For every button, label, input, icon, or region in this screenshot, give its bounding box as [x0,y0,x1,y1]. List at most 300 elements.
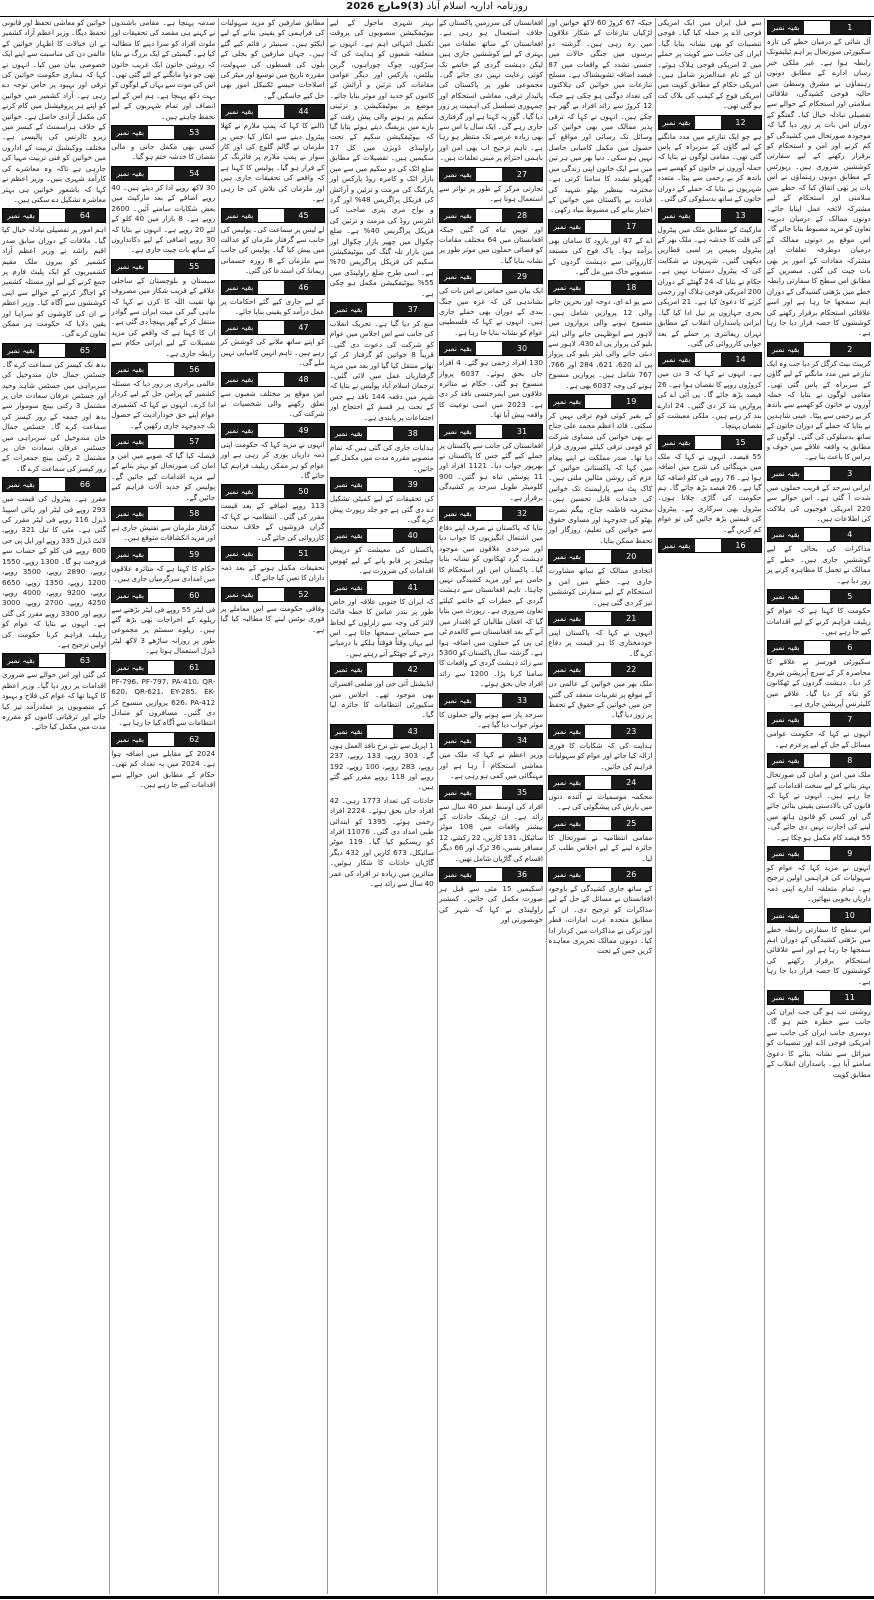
continuation-label: بقیہ نمبر [222,373,258,386]
continuation-label: بقیہ نمبر [440,168,476,181]
header-blank [695,116,721,129]
continuation-number: 18 [611,281,651,294]
continuation-label: بقیہ نمبر [768,909,804,922]
news-section [767,753,871,843]
continuation-label: بقیہ نمبر [3,654,39,667]
continuation-number: 2 [830,343,870,356]
news-section [439,424,543,503]
header-blank [367,303,393,316]
news-section [548,394,652,546]
continuation-number: 32 [502,507,542,520]
continuation-header [548,724,652,739]
header-blank [585,868,611,881]
continuation-number: 33 [502,694,542,707]
article-text: کے لیے جاری کیے گئے احکامات پر عمل درآمد کو یقینی بنایا جائے۔ [220,296,325,316]
continuation-header [330,302,434,317]
news-section [548,867,652,957]
continuation-number: 16 [721,539,761,552]
continuation-number: 11 [830,991,870,1004]
article-text: سرحد پار سے ہونے والے حملوں کا موثر جواب دیا گیا ہے۔ [439,709,543,729]
header-blank [476,209,502,222]
header-blank [148,548,174,561]
header-blank [258,281,284,294]
continuation-number: 56 [174,363,214,376]
continuation-header [221,587,325,602]
continuation-label: بقیہ نمبر [222,588,258,601]
continuation-number: 37 [393,303,433,316]
header-blank [148,363,174,376]
continuation-number: 45 [284,209,324,222]
news-section [439,18,543,164]
continuation-number: 13 [721,209,761,222]
article-text: کہ ایران کا جنوبی علاقہ اور خاص طور پر بندر عباس کا خطہ فالٹ لائنز کی وجہ سے زلزلوں کے لحاظ سے حساس سمجھا جاتا ہے۔ اس لیے یہاں وقتاً فوقتاً ہلکے یا درمیانے درجے کے جھٹکے آتے رہتے ہیں۔ [329,596,434,658]
news-section [111,506,215,544]
column-separator [655,18,656,1594]
continuation-label: بقیہ نمبر [768,590,804,603]
column-3 [219,18,327,1596]
continuation-label: بقیہ نمبر [112,589,148,602]
column-6 [546,18,654,1596]
continuation-header [767,846,871,861]
continuation-label: بقیہ نمبر [331,529,367,542]
article-text: انہوں نے کہا کہ پاکستان اپنی خودمختاری کا ہر قیمت پر دفاع کرے گا۔ [548,627,653,658]
continuation-header [767,527,871,542]
continuation-label: بقیہ نمبر [331,663,367,676]
news-section [2,477,106,650]
header-blank [39,654,65,667]
continuation-label: بقیہ نمبر [549,550,585,563]
header-blank [804,590,830,603]
news-section [767,846,871,905]
continuation-label: بقیہ نمبر [768,21,804,34]
news-section [221,372,325,420]
continuation-number: 1 [830,21,870,34]
header-blank [148,661,174,674]
header-blank [258,424,284,437]
continuation-number: 35 [502,786,542,799]
continuation-label: بقیہ نمبر [440,694,476,707]
news-section [111,588,215,657]
header-blank [148,260,174,273]
continuation-label: بقیہ نمبر [331,303,367,316]
article-text: افراد کی اوسط عمر 40 سال سے زائد ہے۔ ان ٹریفک حادثات کے بیشتر واقعات میں 108 موٹر سائیکل، 131 کاریں، 22 رکشے، 12 مسافر بسیں، 36 ٹرک اور 66 دیگر اقسام کی گاڑیاں شامل تھیں۔ [439,801,544,863]
continuation-header [221,423,325,438]
continuation-label: بقیہ نمبر [112,260,148,273]
continuation-number: 54 [174,167,214,180]
continuation-label: بقیہ نمبر [112,167,148,180]
continuation-number: 23 [611,725,651,738]
continuation-number: 21 [611,612,651,625]
continuation-number: 48 [284,373,324,386]
news-section [330,796,434,890]
header-blank [804,909,830,922]
continuation-label: بقیہ نمبر [659,209,695,222]
article-text: صدمہ پہنچا ہے۔ مقامی باشندوں نے کہنے ہی مقصد کی تحقیقات اور ملوث افراد کو سزا دینے کا مطالبہ کیا ہے۔ گیمبٹی کے ایک بزرگ نے بتایا کہ روشن خاتون ایک غریب خاتون تھی جو دوا مانگنے کے لئے گئی تھی۔ اس کی موت سے یہاں کے لوگوں کو بہت دکھ پہنچا ہے۔ ہم اس کے لیے انصاف اور تمام شہریوں کے لیے تحفظ چاہتے ہیں۔ [111,18,216,121]
continuation-label: بقیہ نمبر [440,868,476,881]
article-text: گرفتار ملزمان سے تفتیش جاری ہے اور مزید انکشافات متوقع ہیں۔ [111,523,216,543]
continuation-header [111,259,215,274]
header-blank [585,550,611,563]
header-blank [258,373,284,386]
continuation-number: 27 [502,168,542,181]
article-text: ہے۔ انہوں نے کہا کہ 3 دن میں کروڑوں روپے کا نقصان ہوا ہے۔ 26 فیصد بڑھ جائے گا۔ پی آئی اے کی پروازیں بند کر دی گئیں۔ 24 ادارے بند کر رہے ہیں۔ ملکی معیشت کو نقصان پہنچا۔ [657,369,762,431]
header-blank [585,725,611,738]
header-blank [148,733,174,746]
continuation-header [767,640,871,655]
header-blank [695,436,721,449]
continuation-header [439,867,543,882]
header-blank [148,589,174,602]
continuation-header [2,653,106,668]
continuation-header [111,732,215,747]
column-separator [109,18,110,1594]
continuation-number: 28 [502,209,542,222]
continuation-number: 63 [65,654,105,667]
continuation-header [221,372,325,387]
continuation-header [439,269,543,284]
continuation-label: بقیہ نمبر [659,436,695,449]
article-text: مقامی انتظامیہ نے صورتحال کا جائزہ لینے کے لیے اجلاس طلب کر لیا۔ [548,832,653,863]
continuation-header [221,104,325,119]
news-section [767,908,871,987]
masthead-title: روزنامہ اداریہ اسلام آباد [426,1,528,12]
header-blank [476,734,502,747]
continuation-number: 36 [502,868,542,881]
continuation-label: بقیہ نمبر [3,478,39,491]
continuation-label: بقیہ نمبر [222,485,258,498]
article-text: فی لیٹر 55 روپے فی لیٹر بڑھنے سے ریلوے کے اخراجات بھی بڑھ گئے ہیں۔ ریلوے سسٹم پر مجموعی طور پر روزانہ ساڑھے 3 لاکھ لیٹر ڈیزل استعمال ہوتا ہے۔ [111,604,216,656]
continuation-header [111,434,215,449]
news-section [111,362,215,431]
header-blank [367,663,393,676]
news-section [221,320,325,368]
continuation-header [2,477,106,492]
news-section [548,219,652,278]
continuation-label: بقیہ نمبر [440,734,476,747]
news-section [2,343,106,474]
article-text: فیصلہ کیا گیا کہ صوبے میں امن و امان کی صورتحال کو بہتر بنانے کے لیے مزید اقدامات کیے جائیں گے۔ پولیس کو جدید آلات فراہم کیے جائیں گے۔ [111,451,216,502]
header-blank [367,478,393,491]
news-section [767,990,871,1080]
column-separator [437,18,438,1594]
article-text: 130 افراد زخمی ہو گئے۔ 4 افراد جاں بحق ہوئے۔ 6037 پرواز منسوخ ہو گئی۔ حکام نے متاثرہ علاقوں میں ایمرجنسی نافذ کر دی ہے۔ 2023 میں اسی نوعیت کا واقعہ پیش آیا تھا۔ [439,358,544,420]
masthead-date: (3)9مارچ 2026 [346,1,424,12]
header-blank [476,425,502,438]
header-blank [804,641,830,654]
header-blank [585,817,611,830]
header-blank [804,754,830,767]
continuation-header [548,775,652,790]
continuation-header [767,712,871,727]
continuation-number: 8 [830,754,870,767]
continuation-header [767,990,871,1005]
article-text: 30 لاکھ روپے ادا کر دیئے ہیں۔ 40 روپے اضافے کے بعد مارکیٹ میں بعض شکایات سامنے آئیں۔ 2600 روپے ہے۔ 8 بازار میں 40 کلو کے لئے 20 روپے ہے۔ انہوں نے بتایا کہ 30 روپے اضافی کے لیے دکانداروں کے ساتھ بات چیت جاری ہے۔ [111,182,216,255]
news-section [330,662,434,721]
continuation-number: 47 [284,321,324,334]
continuation-number: 6 [830,641,870,654]
continuation-header [548,394,652,409]
header-blank [39,344,65,357]
article-text: حادثات کی تعداد 1773 رہی۔ 42 افراد جاں بحق ہوئے۔ 2224 افراد زخمی ہوئے۔ 1395 کو ابتدائی طبی امداد دی گئی۔ 11076 افراد کو ریسکیو کیا گیا۔ 119 موٹر سائیکل، 673 کاریں اور 432 دیگر گاڑیاں حادثات کا شکار ہوئیں۔ متاثرین میں زیادہ تر افراد کی عمر 40 سال سے زائد ہے۔ [329,795,434,889]
news-section [2,18,106,205]
continuation-number: 17 [611,220,651,233]
article-text: کے بغیر کوئی قوم ترقی نہیں کر سکتی۔ قائد اعظم محمد علی جناح نے بھی خواتین کی مساوی شرکت کو قومی ترقی کیلئے ضروری قرار دیا تھا۔ صدر مملکت نے اپنے پیغام میں کہا کہ پاکستانی خواتین کے عزم کی روشن مثالیں ملتی ہیں۔ کاک پٹ سے پارلیمنٹ تک خواتین کی خدمات قابل تحسین ہیں۔ محترمہ فاطمہ جناح، بیگم نصرت بھٹو کی جدوجہد اور مساوی حقوق سے خواتین کی تعلیم، روزگار اور تحفظ ممکن بنایا۔ [548,411,653,545]
continuation-label: بقیہ نمبر [112,363,148,376]
continuation-header [2,343,106,358]
continuation-header [221,546,325,561]
continuation-header [439,341,543,356]
continuation-number: 49 [284,424,324,437]
news-section [767,20,871,339]
article-text: کی تحقیقات کے لیے کمیٹی تشکیل دے دی گئی ہے جو جلد رپورٹ پیش کرے گی۔ [329,494,434,525]
news-section [548,724,652,772]
news-section [548,816,652,864]
continuation-header [439,424,543,439]
continuation-label: بقیہ نمبر [112,507,148,520]
header-blank [148,435,174,448]
header-blank [804,343,830,356]
news-section [548,775,652,813]
header-blank [258,105,284,118]
continuation-label: بقیہ نمبر [768,467,804,480]
header-blank [476,270,502,283]
header-blank [804,847,830,860]
article-text: 55 فیصد۔ انہوں نے کہا کہ ملک میں مہنگائی کی شرح میں اضافہ ہوا ہے۔ 76 روپے فی کلو اضافہ کیا گیا ہے۔ 26 فیصد بڑھ جائے گا۔ ہم حکومت کی گاڑی چلاتا ہوں۔ بیٹرول بھی سرکاری ہے۔ پیٹرول کی قیمتیں بڑھ جائیں گی تو عوام کم کریں گے۔ [657,451,762,534]
news-section [111,660,215,729]
news-section [658,18,762,112]
news-section [111,18,215,122]
header-blank [148,126,174,139]
header-blank [695,209,721,222]
continuation-label: بقیہ نمبر [768,991,804,1004]
news-section [111,125,215,163]
article-text: ایڈیشنل آئی جی اور ضلعی افسران بھی موجود تھے۔ اجلاس میں سکیورٹی انتظامات کا جائزہ لیا گیا۔ [329,679,434,720]
news-section [767,589,871,637]
continuation-header [548,280,652,295]
article-text: بدھ تک کیسز کی سماعت کرے گا۔ جسٹس جمال خان مندوخیل کی سربراہی میں جسٹس شاہد وحید اور جسٹس عرفان سعادت خان پر مشتمل 3 رکنی بینچ سوموار سے بدھ اور جمعہ کے روز کیسز کی سماعت کرے گا۔ جسٹس جمال خان مندوخیل کی سربراہی میں جسٹس عرفان سعادت خان پر مشتمل 2 رکنی بینچ جمعرات کے روز کیسز کی سماعت کرے گا۔ [2,359,106,473]
header-blank [367,581,393,594]
continuation-header [658,538,762,553]
header-blank [39,478,65,491]
continuation-number: 66 [65,478,105,491]
article-text: آل شائی کے درمیان خطے کی تازہ سکیورٹی صورتحال پر اہم ٹیلیفونک رابطہ ہوا ہے۔ غیر ملکی خبر رساں ادارے کے مطابق دونوں رہنماؤں نے مشرق وسطیٰ میں حالیہ فوجی کشیدگی، علاقائی سلامتی اور استحکام کے حوالے سے تفصیلی تبادلہ خیال کیا۔ گفتگو کے دوران اس بات پر زور دیا گیا کہ موجودہ صورتحال میں کشیدگی کو کم کرنے اور امن و استحکام کو برقرار رکھنے کے لیے سفارتی کوششیں ضروری ہیں۔ رپورٹس کے مطابق دونوں رہنماؤں نے اس بات پر بھی اتفاق کیا کہ خطے میں سلامتی اور استحکام کے لیے مشترکہ لائحہ عمل اپنایا جائے۔ دونوں ممالک کے درمیان دیرینہ تعاون کو مزید مضبوط بنایا جائے گا۔ اس موقع پر دونوں ممالک کے درمیان دوطرفہ تعلقات اور مشترکہ مفادات کے امور پر بھی بات چیت کی گئی۔ مبصرین کے مطابق اس سطح کا سفارتی رابطہ خطے میں بڑھتی کشیدگی کے دوران اہم سمجھا جا رہا ہے اور اسے علاقائی استحکام برقرار رکھنے کی کوششوں کا حصہ قرار دیا جا رہا ہے۔ [766,37,871,338]
continuation-label: بقیہ نمبر [331,427,367,440]
article-text: تجارتی مرکز کے طور پر تواتر سے استعمال ہوتا ہے۔ [439,183,543,204]
continuation-label: بقیہ نمبر [112,126,148,139]
news-section [111,434,215,503]
continuation-number: 53 [174,126,214,139]
header-blank [476,786,502,799]
news-section [658,115,762,205]
continuation-header [111,547,215,562]
news-section [221,208,325,277]
continuation-header [111,506,215,521]
news-section [330,426,434,474]
continuation-header [767,908,871,923]
continuation-number: 20 [611,550,651,563]
continuation-header [658,435,762,450]
continuation-number: 61 [174,661,214,674]
continuation-number: 25 [611,817,651,830]
continuation-number: 24 [611,776,651,789]
article-text: اس موقع پر مختلف شعبوں سے تعلق رکھنے والی شخصیات نے شرکت کی۔ [220,388,325,419]
continuation-header [548,219,652,234]
news-section [548,549,652,608]
continuation-label: بقیہ نمبر [768,754,804,767]
continuation-label: بقیہ نمبر [112,435,148,448]
continuation-label: بقیہ نمبر [222,281,258,294]
header-blank [148,507,174,520]
continuation-number: 29 [502,270,542,283]
continuation-header [111,166,215,181]
article-text: بتایا کہ پاکستان نے صرف اپنے دفاع میں اشتعال انگیزیوں کا جواب دیا اور سرحدی علاقوں میں موجود دہشت گرد ٹھکانوں کو نشانہ بنایا گیا۔ پاکستان امن اور استحکام کا حامی ہے اور مزید کشیدگی نہیں چاہتا۔ تاہم افغانستان سے دہشت گردی کے خطرات کے خاتمے کیلئے تعاون ضروری ہے۔ رپورٹ میں بتایا گیا کہ افغان طالبان کے اقتدار میں آنے کے بعد افغانستان سے کالعدم ٹی ٹی پی کے حملوں میں اضافہ ہوا ہے۔ گزشتہ سال پاکستان کو 5300 سے زائد دہشت گردی کے واقعات کا سامنا کرنا پڑا۔ 1200 سے زائد افراد جاں بحق ہوئے۔ [439,523,544,689]
article-text: تحقیقات مکمل ہونے کے بعد ذمہ داران کا تعین کیا جائے گا۔ [220,563,325,583]
continuation-header [439,785,543,800]
header-blank [585,395,611,408]
article-text: اور توپیں تباہ کی گئیں جبکہ افغانستان میں 64 مختلف مقامات کو فضائی حملوں میں موثر طور پر نشانہ بنایا گیا۔ [439,224,544,265]
continuation-number: 15 [721,436,761,449]
continuation-number: 39 [393,478,433,491]
article-text: ہدایت کی کہ شکایات کا فوری ازالہ کیا جائے اور عوام کو سہولیات فراہم کی جائیں۔ [548,740,653,771]
continuation-header [330,477,434,492]
article-text: عالمی برادری پر زور دیا کہ مسئلہ کشمیر کے پرامن حل کے لیے کردار ادا کرے۔ انہوں نے کہا کہ کشمیری عوام اپنے حق خودارادیت کے حصول تک جدوجہد جاری رکھیں گے۔ [111,378,216,430]
article-text: مذاکرات کی بحالی کے لیے کوششیں جاری ہیں۔ خطے کے ممالک نے تحمل کا مظاہرہ کرنے پر زور دیا ہے۔ [766,544,871,585]
header-blank [258,588,284,601]
news-section [548,280,652,391]
news-section [658,435,762,535]
continuation-number: 60 [174,589,214,602]
article-text: اہم امور پر تفصیلی تبادلہ خیال کیا گیا۔ ملاقات کے دوران سابق صدر اقیم راشد نے وزیر اعظم آزاد کشمیر کو بیرون ملک مقیم کشمیریوں کو ایک پلیٹ فارم پر جمع کرنے کے لیے اور مسئلہ کشمیر کو اجاگر کرنے کے حوالے سے اپنی کوششوں سے آگاہ کیا۔ وزیر اعظم نے ان کی کاوشوں کو سراہا اور یقین دلایا کہ حکومت ہر ممکن تعاون کرے گی۔ [2,225,106,339]
article-text: کی گئی اور اس حوالے سے ضروری اقدامات پر زور دیا گیا۔ وزیر اعظم کا کہنا تھا کہ عوام کی فلاح و بہبود کے منصوبوں پر عملدرآمد تیز کیا جائے اور ترقیاتی کاموں کو مقررہ مدت میں مکمل کیا جائے۔ [2,670,106,732]
news-section [221,18,325,101]
continuation-header [111,588,215,603]
continuation-number: 26 [611,868,651,881]
continuation-label: بقیہ نمبر [768,713,804,726]
news-section [330,18,434,299]
continuation-header [767,466,871,481]
column-4 [328,18,436,1596]
article-text: ڈالنے کا کہا کہ پمپ ملازم نے کھلا پیٹرول دینے سے انکار کیا جس پر ملزمان نے گالم گلوچ کی اور کار سوار نے پمپ ملازم پر فائرنگ کر کے فرار ہو گیا۔ پولیس کا کہنا ہے کہ واقعے کی تحقیقات جاری ہیں اور ملزمان کی تلاش کی جا رہی ہے۔ [220,121,325,204]
continuation-header [658,208,762,223]
news-section [111,166,215,256]
continuation-label: بقیہ نمبر [3,209,39,222]
header-blank [367,725,393,738]
continuation-label: بقیہ نمبر [549,868,585,881]
news-section [2,208,106,339]
continuation-label: بقیہ نمبر [112,548,148,561]
header-blank [695,539,721,552]
header-blank [804,21,830,34]
column-separator [218,18,219,1594]
column-separator [764,18,765,1594]
continuation-header [221,280,325,295]
continuation-label: بقیہ نمبر [112,661,148,674]
news-section [111,259,215,359]
continuation-label: بقیہ نمبر [659,116,695,129]
continuation-label: بقیہ نمبر [222,424,258,437]
news-section [111,547,215,585]
article-text: بہتر شہری ماحول کے لیے بیوٹیفکیشن منصوبوں کی بروقت تکمیل انتہائی اہم ہے۔ انہوں نے متعلقہ شعبوں کو ہدایت کی کہ سڑکوں، چوک چوراہوں، گرین بیلٹس، پارکس اور دیگر عوامی مقامات کی تزئین و آرائش کے کاموں کو جدید اور موثر بنایا جائے۔ موضع پر بیوٹیفکیشن و تزئینی سکیم پر ہونے والی پیش رفت کے بارے میں بریفنگ دیتے ہوئے بتایا گیا کہ بیوٹیفکیشن سکیم کے تحت راولپنڈی ڈویژن میں کل 17 سکیمیں ہیں۔ تفصیلات کے مطابق ضلع اٹک کی دو سکیم میں سے مین بازار اٹک و کامرہ روڈ پارکس اور پارکنگ کی مرمت و تزئین و آرائش کی فزیکل پراگریس 48% اور گرد و نواح مری پتری صاحب کی انٹرنس روڈ کی مرمت و تزئین کی فزیکل پراگریس 40% ہے۔ ضلع چکوال میں چھپر بازار چکوال اور مین بازار تلہ گنگ کی بیوٹیفکیشن سکیم کی فزیکل پراگریس 70% ہے۔ اسی طرح ضلع راولپنڈی میں 55% بیوٹیفکیشن مکمل ہو چکی ہے۔ [329,18,434,298]
continuation-label: بقیہ نمبر [112,733,148,746]
continuation-label: بقیہ نمبر [440,270,476,283]
continuation-number: 40 [393,529,433,542]
continuation-header [548,549,652,564]
header-blank [476,507,502,520]
article-text: کے ساتھ جاری کشیدگی کے باوجود افغانستان نے مسائل کے حل کے لیے مذاکرات کو ترجیح دی۔ ان کے مطابق متحدہ عرب امارات، قطر اور ترکی نے مذاکرات میں کردار ادا کیا۔ دونوں ممالک تحریری معاہدہ کریں جس کے تحت [548,884,653,956]
header-blank [585,776,611,789]
continuation-label: بقیہ نمبر [659,539,695,552]
continuation-header [548,867,652,882]
continuation-label: بقیہ نمبر [768,641,804,654]
continuation-header [658,352,762,367]
continuation-number: 58 [174,507,214,520]
continuation-header [767,589,871,604]
column-8 [765,18,873,1596]
continuation-header [658,115,762,130]
continuation-label: بقیہ نمبر [222,547,258,560]
continuation-number: 4 [830,528,870,541]
column-separator [546,18,547,1594]
continuation-label: بقیہ نمبر [222,105,258,118]
news-section [439,341,543,420]
news-section [439,208,543,267]
article-text: سکیورٹی فورسز نے علاقے کا محاصرہ کر کے سرچ آپریشن شروع کر دیا۔ دہشت گردوں کے ٹھکانوں کو تباہ کر دیا گیا۔ علاقے میں کلیئرنس آپریشن جاری ہے۔ [766,657,871,708]
header-blank [585,220,611,233]
article-text: وزیر اعظم نے کہا کہ ملک میں معاشی استحکام آ رہا ہے اور مہنگائی میں کمی ہو رہی ہے۔ [439,750,543,781]
continuation-label: بقیہ نمبر [331,725,367,738]
continuation-number: 22 [611,663,651,676]
continuation-number: 30 [502,342,542,355]
continuation-label: بقیہ نمبر [222,321,258,334]
continuation-header [548,611,652,626]
masthead [0,0,874,17]
continuation-number: 19 [611,395,651,408]
continuation-header [111,660,215,675]
header-blank [258,485,284,498]
continuation-header [111,362,215,377]
continuation-header [439,733,543,748]
continuation-header [221,320,325,335]
header-blank [476,868,502,881]
article-text: جبکہ 67 کروڑ 60 لاکھ خواتین اور لڑکیاں تنازعات کے شکار علاقوں میں رہ رہی ہیں۔ گزشتہ دو برسوں میں جنگی حالات میں جنسی تشدد کے واقعات میں 87 فیصد اضافہ تشویشناک ہے۔ مسلح تنازعات میں خواتین کی ہلاکتوں کی تعداد دوگنی ہو چکی ہے جبکہ 12 کروڑ سے زائد افراد بے گھر ہو چکے ہیں۔ انہوں نے کہا کہ ترقی پذیر ممالک میں بھی خواتین کی وسائل تک رسائی اور مواقع کے حصول میں مکمل کامیابی حاصل نہیں ہو سکی۔ دنیا بھر میں ہر تین میں سے ایک خاتون اپنی زندگی میں گھریلو تشدد کا سامنا کرتی ہے۔ محترمہ بینظیر بھٹو شہید کی قیادت نے پاکستان میں خواتین کے اختیار بنانے کی مضبوط بنیاد رکھی۔ [548,18,653,215]
news-section [439,269,543,338]
continuation-label: بقیہ نمبر [3,344,39,357]
continuation-label: بقیہ نمبر [440,786,476,799]
column-separator [327,18,328,1594]
news-section [548,662,652,721]
header-blank [695,353,721,366]
column-5 [437,18,545,1596]
article-text: PF-796، PF-797، PA-410، QR-620، QR-621، EY-285، EK-626، PA-412 پروازیں منسوخ کر دی گئیں۔ مسافروں کو متبادل انتظامات سے آگاہ کیا جا رہا ہے۔ [111,676,216,728]
header-blank [476,342,502,355]
news-section [221,546,325,584]
continuation-header [111,125,215,140]
continuation-header [548,662,652,677]
header-blank [258,547,284,560]
article-text: کریبٹ بیٹ کرگل کر دیا جب وہ ایک تنازعے میں مدد مانگنے کے لیے گاؤں کے سربراہ کے پاس گئی تھی۔ مقامی لوگوں نے بتایا کہ حملہ آوروں نے خاتون کو کھمبے سے باندھ کر بے رحمی سے پیٹا۔ عینی شاہدین نے بتایا کہ حملے کے دوران خاتون کے ساتھ بدسلوکی کی گئی۔ لوگوں کے مطابق یہ واقعہ علاقے میں خوف و ہراس کا باعث بنا ہے۔ [766,358,871,462]
continuation-label: بقیہ نمبر [549,663,585,676]
news-section [439,167,543,205]
continuation-header [767,20,871,35]
news-section [439,785,543,864]
continuation-header [439,208,543,223]
continuation-header [330,580,434,595]
continuation-number: 9 [830,847,870,860]
article-text: ہے جو ایک تنازعے میں مدد مانگنے کے لیے گاؤں کے سربراہ کے پاس گئی تھی۔ مقامی لوگوں نے بتایا کہ حملہ آوروں نے خاتون کو کھمبے سے باندھ کر بے رحمی سے پیٹا۔ متعدد شہریوں نے بتایا کہ حملے کے دوران خاتون کے ساتھ بدسلوکی کی گئی۔ [657,131,762,204]
article-text: 113 روپے اضافے کے بعد قیمت مقرر کی گئی۔ انتظامیہ نے کہا کہ گراں فروشوں کے خلاف سخت کارروائی کی جائے گی۔ [220,501,325,542]
news-section [330,528,434,576]
article-text: 2024 کے مقابلے میں اضافہ ہوا ہے۔ 2024 میں یہ تعداد کم تھی۔ حکام کے مطابق اس حوالے سے اقدامات کیے جا رہے ہیں۔ [111,748,216,789]
